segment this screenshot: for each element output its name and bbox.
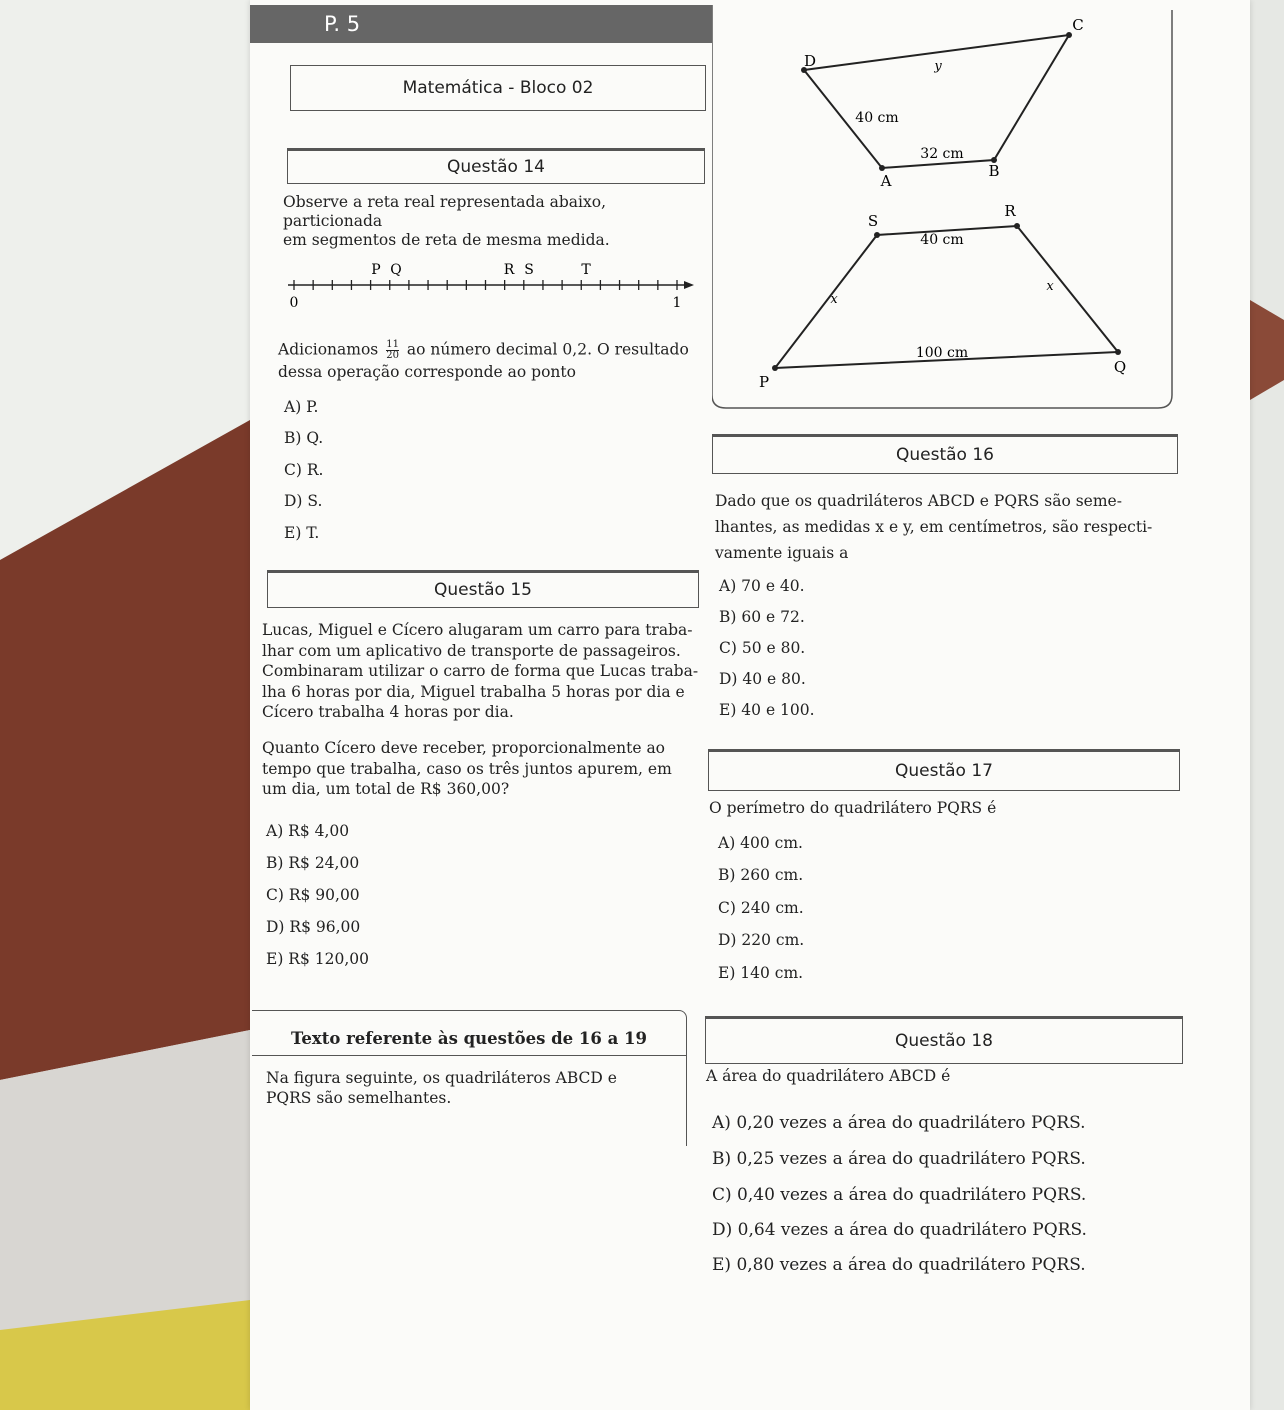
q15-option-c[interactable]: C) R$ 90,00 bbox=[266, 886, 360, 904]
q14-prompt-line2: dessa operação corresponde ao ponto bbox=[278, 363, 576, 381]
q15-paragraph-1 bbox=[262, 620, 707, 723]
label-zero: 0 bbox=[289, 295, 299, 311]
fraction bbox=[386, 340, 399, 361]
q17-heading: Questão 17 bbox=[895, 761, 993, 781]
q16-option-a[interactable]: A) 70 e 40. bbox=[719, 577, 805, 595]
q17-option-b[interactable]: B) 260 cm. bbox=[718, 866, 804, 884]
point-label-q: Q bbox=[390, 262, 402, 278]
q18-option-d[interactable]: D) 0,64 vezes a área do quadrilátero PQRS. bbox=[712, 1220, 1087, 1240]
q14-option-e[interactable]: E) T. bbox=[284, 524, 320, 542]
page-label: P. 5 bbox=[324, 12, 361, 36]
q15-p1-line2: lhar com um aplicativo de transporte de passageiros. bbox=[262, 641, 681, 660]
q18-heading-box bbox=[705, 1016, 1183, 1064]
q15-paragraph-2 bbox=[262, 738, 707, 800]
point-label-r: R bbox=[503, 262, 515, 278]
side-x-label-left: x bbox=[830, 292, 838, 307]
q15-p1-line5: Cícero trabalha 4 horas por dia. bbox=[262, 703, 514, 721]
vertex-a-dot bbox=[879, 165, 885, 171]
q18-option-e[interactable]: E) 0,80 vezes a área do quadrilátero PQRS. bbox=[712, 1255, 1086, 1275]
q14-heading-box bbox=[287, 148, 705, 184]
number-line-figure bbox=[280, 255, 700, 315]
q14-intro-line2: em segmentos de reta de mesma medida. bbox=[283, 231, 610, 249]
q14-option-d[interactable]: D) S. bbox=[284, 492, 323, 510]
q17-option-d[interactable]: D) 220 cm. bbox=[718, 931, 805, 949]
side-x-label-right: x bbox=[1046, 279, 1054, 294]
label-r: R bbox=[1004, 202, 1016, 220]
q15-heading-box bbox=[267, 570, 699, 608]
q16-heading-box bbox=[712, 434, 1178, 474]
side-ab-label: 32 cm bbox=[920, 146, 964, 162]
fraction-numerator: 11 bbox=[386, 339, 399, 350]
block-title-box bbox=[290, 65, 706, 111]
q16-option-d[interactable]: D) 40 e 80. bbox=[719, 670, 806, 688]
vertex-c-dot bbox=[1066, 32, 1072, 38]
q16-stem-line1: Dado que os quadriláteros ABCD e PQRS são seme- bbox=[715, 492, 1122, 510]
q15-option-a[interactable]: A) R$ 4,00 bbox=[266, 822, 350, 840]
text-reference-line2: PQRS são semelhantes. bbox=[266, 1089, 452, 1107]
vertex-q-dot bbox=[1115, 349, 1121, 355]
text-reference-box bbox=[252, 1010, 687, 1146]
block-title: Matemática - Bloco 02 bbox=[402, 78, 594, 98]
q14-intro-line1: Observe a reta real representada abaixo, particionada bbox=[283, 193, 606, 230]
q15-p2-line1: Quanto Cícero deve receber, proporcionalmente ao bbox=[262, 739, 666, 757]
q15-option-e[interactable]: E) R$ 120,00 bbox=[266, 950, 369, 968]
number-line-ticks bbox=[294, 280, 677, 290]
q15-option-b[interactable]: B) R$ 24,00 bbox=[266, 854, 360, 872]
q18-option-a[interactable]: A) 0,20 vezes a área do quadrilátero PQRS. bbox=[712, 1113, 1086, 1133]
q14-option-a[interactable]: A) P. bbox=[284, 398, 319, 416]
q14-prompt-line1 bbox=[278, 340, 708, 361]
text-reference-divider bbox=[252, 1055, 686, 1056]
label-s: S bbox=[867, 212, 879, 230]
q16-option-b[interactable]: B) 60 e 72. bbox=[719, 608, 805, 626]
q18-option-b[interactable]: B) 0,25 vezes a área do quadrilátero PQRS. bbox=[712, 1149, 1086, 1169]
q16-stem-line2: lhantes, as medidas x e y, em centímetros, são respecti- bbox=[715, 518, 1153, 536]
q17-option-c[interactable]: C) 240 cm. bbox=[718, 899, 804, 917]
q14-heading: Questão 14 bbox=[447, 157, 545, 177]
q15-p1-line1: Lucas, Miguel e Cícero alugaram um carro para traba- bbox=[262, 621, 693, 639]
q14-prompt bbox=[278, 340, 708, 382]
q15-heading: Questão 15 bbox=[434, 580, 532, 600]
label-q: Q bbox=[1113, 358, 1127, 376]
side-sr-label: 40 cm bbox=[920, 232, 964, 248]
q14-intro bbox=[283, 193, 708, 250]
number-line-arrow bbox=[684, 281, 694, 289]
q15-option-d[interactable]: D) R$ 96,00 bbox=[266, 918, 361, 936]
q15-p1-line3: Combinaram utilizar o carro de forma que Lucas traba- bbox=[262, 662, 699, 680]
label-p: P bbox=[758, 373, 770, 391]
point-label-s: S bbox=[524, 262, 534, 278]
q16-option-c[interactable]: C) 50 e 80. bbox=[719, 639, 806, 657]
q17-option-a[interactable]: A) 400 cm. bbox=[718, 834, 803, 852]
label-b: B bbox=[988, 162, 1000, 180]
label-d: D bbox=[803, 52, 817, 70]
fraction-denominator: 20 bbox=[386, 350, 399, 361]
q16-stem-line3: vamente iguais a bbox=[715, 544, 849, 562]
q15-p2-line3: um dia, um total de R$ 360,00? bbox=[262, 780, 510, 798]
q16-heading: Questão 16 bbox=[896, 445, 994, 465]
label-a: A bbox=[880, 172, 892, 190]
q15-p2-line2: tempo que trabalha, caso os três juntos apurem, em bbox=[262, 759, 672, 778]
q14-prompt-a: Adicionamos bbox=[278, 340, 379, 359]
similar-quadrilaterals-figure bbox=[712, 0, 1174, 425]
text-reference-heading: Texto referente às questões de 16 a 19 bbox=[290, 1029, 647, 1048]
label-c: C bbox=[1072, 16, 1084, 34]
q17-heading-box bbox=[708, 749, 1180, 791]
label-one: 1 bbox=[672, 295, 682, 311]
side-da-label: 40 cm bbox=[855, 110, 899, 126]
q17-stem: O perímetro do quadrilátero PQRS é bbox=[709, 799, 997, 817]
q15-p1-line4: lha 6 horas por dia, Miguel trabalha 5 horas por dia e bbox=[262, 682, 685, 701]
q18-heading: Questão 18 bbox=[895, 1031, 993, 1051]
q16-option-e[interactable]: E) 40 e 100. bbox=[719, 701, 815, 719]
q14-option-c[interactable]: C) R. bbox=[284, 461, 324, 479]
q17-option-e[interactable]: E) 140 cm. bbox=[718, 964, 804, 982]
page-label-bar bbox=[250, 5, 712, 43]
vertex-s-dot bbox=[874, 232, 880, 238]
vertex-p-dot bbox=[772, 365, 778, 371]
point-label-t: T bbox=[581, 262, 591, 278]
side-y-label: y bbox=[934, 59, 942, 74]
q18-option-c[interactable]: C) 0,40 vezes a área do quadrilátero PQRS. bbox=[712, 1185, 1087, 1205]
q14-prompt-b: ao número decimal 0,2. O resultado bbox=[406, 340, 689, 359]
text-reference-body bbox=[266, 1068, 680, 1108]
q14-option-b[interactable]: B) Q. bbox=[284, 429, 324, 447]
text-reference-line1: Na figura seguinte, os quadriláteros ABCD e bbox=[266, 1069, 617, 1087]
q18-stem: A área do quadrilátero ABCD é bbox=[706, 1067, 951, 1085]
q16-stem bbox=[715, 488, 1180, 566]
side-pq-label: 100 cm bbox=[915, 345, 969, 361]
point-label-p: P bbox=[371, 262, 381, 278]
vertex-r-dot bbox=[1014, 223, 1020, 229]
